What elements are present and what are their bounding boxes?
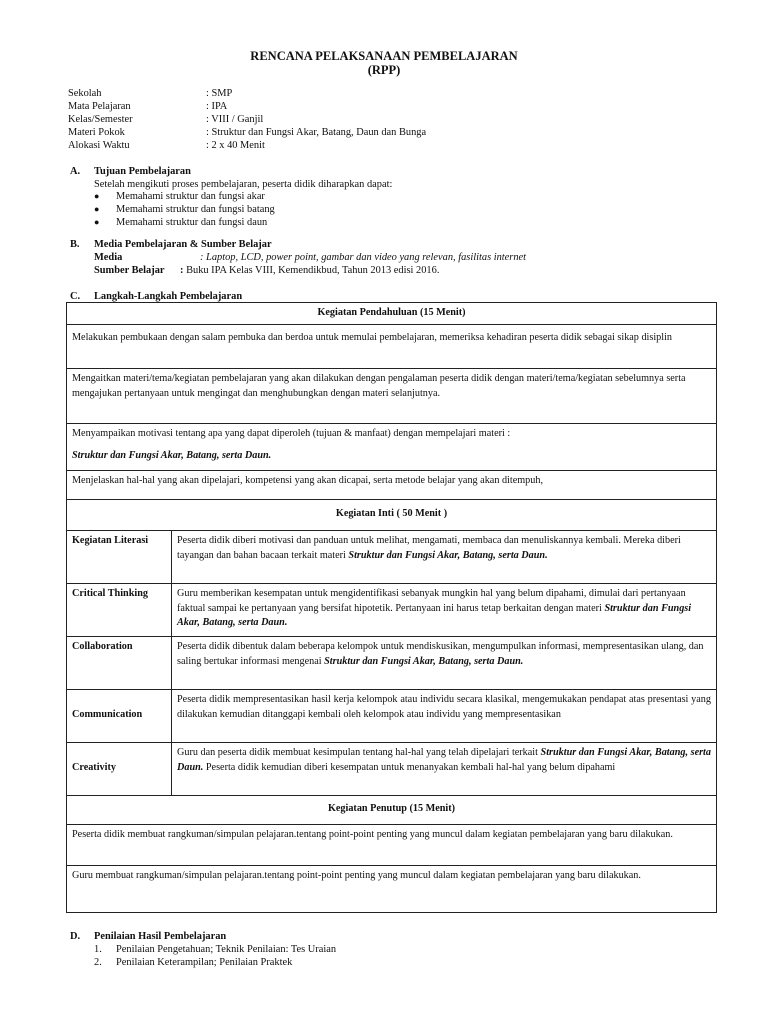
objectives-intro: Setelah mengikuti proses pembelajaran, peserta didik diharapkan dapat: xyxy=(94,179,393,190)
activity-topic: Struktur dan Fungsi Akar, Batang, serta Daun. xyxy=(177,746,711,773)
assessment-item xyxy=(94,956,292,970)
identity-label: Alokasi Waktu xyxy=(68,140,130,151)
document-title: RENCANA PELAKSANAAN PEMBELAJARAN xyxy=(250,49,518,63)
section-title: Penilaian Hasil Pembelajaran xyxy=(94,931,227,942)
activity-label: Creativity xyxy=(67,742,172,795)
table-row xyxy=(67,324,717,368)
identity-label: Kelas/Semester xyxy=(68,114,133,125)
activity-description xyxy=(172,530,717,583)
activity-text: Peserta didik dibentuk dalam beberapa kelompok untuk mendiskusikan, mengumpulkan informasi, mempresentasikan ulang, dan saling bertukar informasi mengenai xyxy=(177,640,704,667)
section-b-heading xyxy=(70,238,272,252)
identity-value: : Struktur dan Fungsi Akar, Batang, Daun dan Bunga xyxy=(206,127,427,138)
table-row xyxy=(67,636,717,689)
activity-description xyxy=(172,636,717,689)
objective-text: Memahami struktur dan fungsi batang xyxy=(116,204,275,215)
pendahuluan-motivation-cell xyxy=(67,423,717,470)
identity-label: Materi Pokok xyxy=(68,127,125,138)
table-row xyxy=(67,368,717,423)
media-row xyxy=(94,251,526,265)
identity-label: Mata Pelajaran xyxy=(68,101,131,112)
table-row xyxy=(67,470,717,499)
section-title: Media Pembelajaran & Sumber Belajar xyxy=(94,239,272,250)
objective-item xyxy=(94,216,267,230)
table-row xyxy=(67,795,717,824)
activity-text: Peserta didik diberi motivasi dan panduan untuk melihat, mengamati, membaca dan menuliskannya kembali. Mereka diberi tayangan dan bahan bacaan terkait materi xyxy=(177,534,681,561)
section-letter: B. xyxy=(70,239,80,250)
table-row xyxy=(67,530,717,583)
motivation-topic: Struktur dan Fungsi Akar, Batang, serta Daun. xyxy=(72,449,272,461)
item-number: 1. xyxy=(94,944,102,955)
item-text: Penilaian Pengetahuan; Teknik Penilaian: Tes Uraian xyxy=(116,944,337,955)
activity-description: Peserta didik mempresentasikan hasil kerja kelompok atau individu secara klasikal, mengemukakan pendapat atas presentasi yang dilakukan kemudian ditanggapi kembali oleh kelompok atau individu yang mempresentasikan xyxy=(172,689,717,742)
media-label: Media xyxy=(94,252,123,263)
source-label: Sumber Belajar xyxy=(94,265,165,276)
assessment-item xyxy=(94,943,336,957)
media-value: : Laptop, LCD, power point, gambar dan video yang relevan, fasilitas internet xyxy=(200,252,527,263)
activity-topic: Struktur dan Fungsi Akar, Batang, serta Daun. xyxy=(324,655,524,667)
table-row xyxy=(67,689,717,742)
table-row xyxy=(67,742,717,795)
activity-text: Guru memberikan kesempatan untuk mengidentifikasi sebanyak mungkin hal yang belum dipahami, dimulai dari pertanyaan faktual sampai ke pertanyaan yang bersifat hipotetik. Pertanyaan ini harus tetap berkaitan dengan materi xyxy=(177,587,686,614)
bullet-icon: ● xyxy=(94,204,100,214)
activity-topic: Struktur dan Fungsi Akar, Batang, serta Daun. xyxy=(348,549,548,561)
identity-value: : VIII / Ganjil xyxy=(206,114,264,125)
activity-text: Peserta didik kemudian diberi kesempatan untuk menanyakan kembali hal-hal yang belum dipahami xyxy=(203,761,616,773)
pendahuluan-heading: Kegiatan Pendahuluan (15 Menit) xyxy=(67,303,717,325)
document-subtitle: (RPP) xyxy=(367,63,401,77)
bullet-icon: ● xyxy=(94,217,100,227)
table-row xyxy=(67,423,717,470)
section-title: Tujuan Pembelajaran xyxy=(94,166,191,177)
identity-label: Sekolah xyxy=(68,88,102,99)
objective-text: Memahami struktur dan fungsi daun xyxy=(116,217,268,228)
learning-steps-table xyxy=(66,302,717,913)
section-a-heading xyxy=(70,165,191,179)
section-letter: A. xyxy=(70,166,81,177)
table-row xyxy=(67,303,717,325)
pendahuluan-step: Melakukan pembukaan dengan salam pembuka dan berdoa untuk memulai pembelajaran, memeriksa kehadiran peserta didik sebagai sikap disiplin xyxy=(67,324,717,368)
penutup-step: Peserta didik membuat rangkuman/simpulan pelajaran.tentang point-point penting yang muncul dalam kegiatan pembelajaran yang baru dilakukan. xyxy=(67,824,717,865)
table-row xyxy=(67,824,717,865)
motivation-text: Menyampaikan motivasi tentang apa yang dapat diperoleh (tujuan & manfaat) dengan mempelajari materi : xyxy=(72,427,511,439)
pendahuluan-step: Menjelaskan hal-hal yang akan dipelajari, kompetensi yang akan dicapai, serta metode belajar yang akan ditempuh, xyxy=(67,470,717,499)
item-text: Penilaian Keterampilan; Penilaian Praktek xyxy=(116,957,293,968)
activity-description xyxy=(172,583,717,636)
penutup-step: Guru membuat rangkuman/simpulan pelajaran.tentang point-point penting yang muncul dalam kegiatan pembelajaran yang baru dilakukan. xyxy=(67,865,717,912)
activity-topic: Struktur dan Fungsi Akar, Batang, serta Daun. xyxy=(177,602,692,629)
activity-label: Kegiatan Literasi xyxy=(67,530,172,583)
item-number: 2. xyxy=(94,957,102,968)
activity-label: Collaboration xyxy=(67,636,172,689)
activity-label: Communication xyxy=(67,689,172,742)
table-row xyxy=(67,865,717,912)
penutup-heading: Kegiatan Penutup (15 Menit) xyxy=(67,795,717,824)
identity-value: : SMP xyxy=(206,88,233,99)
section-d-heading xyxy=(70,930,226,944)
pendahuluan-step: Mengaitkan materi/tema/kegiatan pembelajaran yang akan dilakukan dengan pengalaman peserta didik dengan materi/tema/kegiatan sebelumnya serta mengajukan pertanyaan untuk mengingat dan menghubungkan dengan materi selanjutnya. xyxy=(67,368,717,423)
identity-value: : IPA xyxy=(206,101,228,112)
table-row xyxy=(67,583,717,636)
activity-text: Guru dan peserta didik membuat kesimpulan tentang hal-hal yang telah dipelajari terkait xyxy=(177,746,541,758)
source-value: Buku IPA Kelas VIII, Kemendikbud, Tahun 2013 edisi 2016. xyxy=(183,265,440,276)
section-letter: D. xyxy=(70,931,81,942)
objective-text: Memahami struktur dan fungsi akar xyxy=(116,191,265,202)
section-title: Langkah-Langkah Pembelajaran xyxy=(94,291,243,302)
identity-value: : 2 x 40 Menit xyxy=(206,140,265,151)
source-row xyxy=(94,264,439,278)
source-separator: : xyxy=(180,265,184,276)
table-row xyxy=(67,499,717,530)
inti-heading: Kegiatan Inti ( 50 Menit ) xyxy=(67,499,717,530)
objective-item xyxy=(94,190,265,204)
activity-label: Critical Thinking xyxy=(67,583,172,636)
activity-description xyxy=(172,742,717,795)
objective-item xyxy=(94,203,275,217)
bullet-icon: ● xyxy=(94,191,100,201)
section-letter: C. xyxy=(70,291,81,302)
